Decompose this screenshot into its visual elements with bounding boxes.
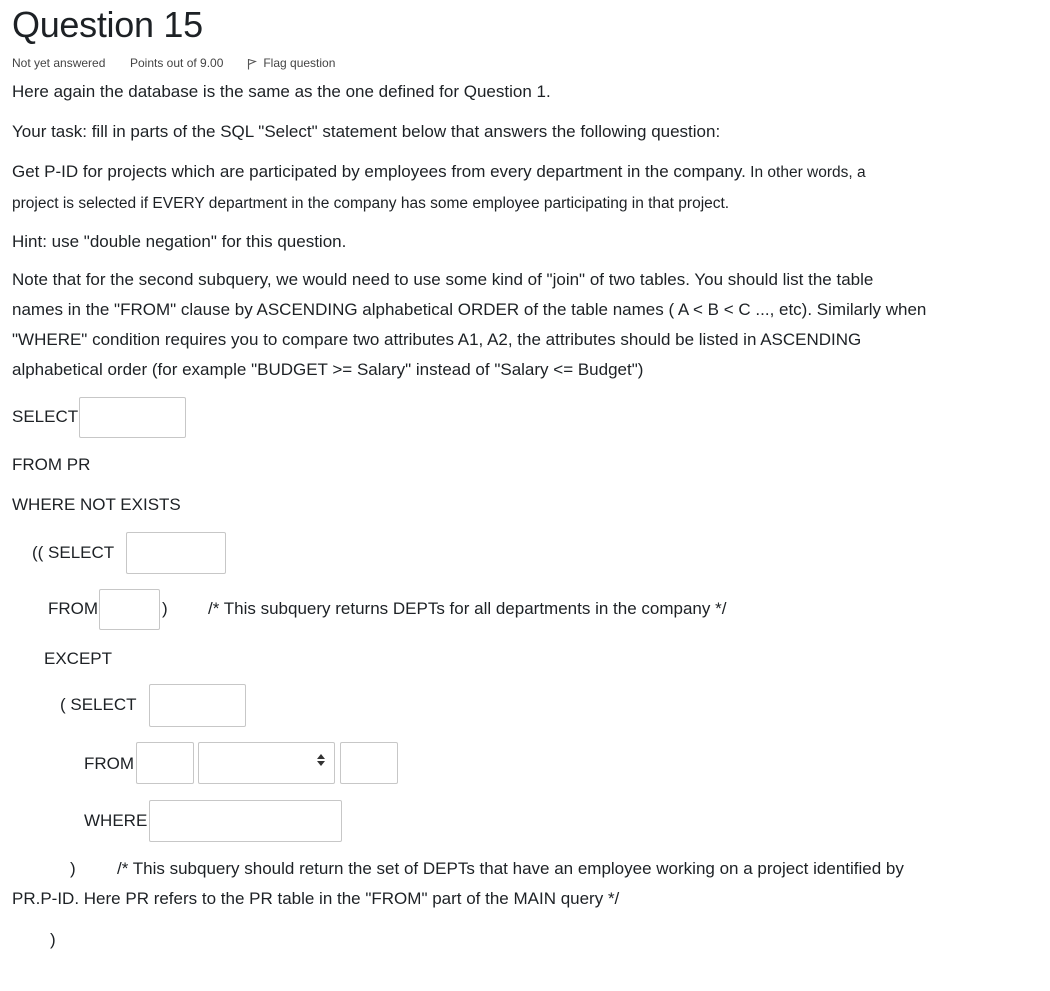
hint-text: Hint: use "double negation" for this question. (12, 232, 347, 251)
intro-text: Here again the database is the same as the one defined for Question 1. (12, 82, 551, 101)
question-clarify: In other words, a (745, 164, 866, 181)
sql-from-pr: FROM PR (12, 455, 91, 474)
where-sub2-input[interactable] (149, 800, 342, 842)
sql-open-select: (( SELECT (32, 543, 115, 562)
join-type-select[interactable] (198, 742, 335, 784)
from-sub1-input[interactable] (99, 589, 160, 630)
question-clarify-2: project is selected if EVERY department in the company has some employee participating in that project. (12, 195, 730, 212)
select-arrows-icon (317, 754, 325, 770)
flag-question-link[interactable] (247, 56, 335, 70)
question-text (12, 157, 1012, 219)
sql-close-paren-2: ) (70, 859, 76, 878)
sql-where-not-exists: WHERE NOT EXISTS (12, 495, 181, 514)
note-line-1: Note that for the second subquery, we would need to use some kind of "join" of two tables. You should list the table (12, 270, 874, 289)
from-sub2-b-input[interactable] (340, 742, 398, 784)
sql-where-label: WHERE (84, 811, 148, 830)
note-line-2: names in the "FROM" clause by ASCENDING alphabetical ORDER of the table names ( A < B < C ..., etc). Similarly when (12, 300, 927, 319)
sql-from-label: FROM (48, 599, 99, 618)
sql-comment-1: /* This subquery returns DEPTs for all departments in the company */ (208, 599, 727, 618)
select-sub1-input[interactable] (126, 532, 226, 574)
sql-except: EXCEPT (44, 649, 113, 668)
from-sub2-a-input[interactable] (136, 742, 194, 784)
question-main: Get P-ID for projects which are participated by employees from every department in the company. (12, 162, 746, 181)
flag-question-label: Flag question (263, 56, 336, 70)
sql-from-label-2: FROM (84, 754, 135, 773)
sql-comment-2-line-1: /* This subquery should return the set of DEPTs that have an employee working on a project identified by (117, 859, 904, 878)
sql-select-label: SELECT (12, 407, 79, 426)
note-text (12, 265, 1012, 385)
sql-close-paren-3: ) (50, 930, 56, 949)
note-line-3: "WHERE" condition requires you to compare two attributes A1, A2, the attributes should be listed in ASCENDING (12, 330, 862, 349)
question-status: Not yet answered (12, 56, 106, 70)
select-main-input[interactable] (79, 397, 186, 438)
question-points: Points out of 9.00 (130, 56, 224, 70)
question-title: Question 15 (12, 4, 203, 45)
task-text: Your task: fill in parts of the SQL "Select" statement below that answers the following question: (12, 122, 721, 141)
sql-comment-2-line-2: PR.P-ID. Here PR refers to the PR table in the "FROM" part of the MAIN query */ (12, 889, 620, 908)
sql-close-paren: ) (162, 599, 168, 618)
select-sub2-input[interactable] (149, 684, 246, 727)
flag-icon (247, 58, 257, 70)
sql-open-select-2: ( SELECT (60, 695, 137, 714)
note-line-4: alphabetical order (for example "BUDGET >= Salary" instead of "Salary <= Budget") (12, 360, 644, 379)
